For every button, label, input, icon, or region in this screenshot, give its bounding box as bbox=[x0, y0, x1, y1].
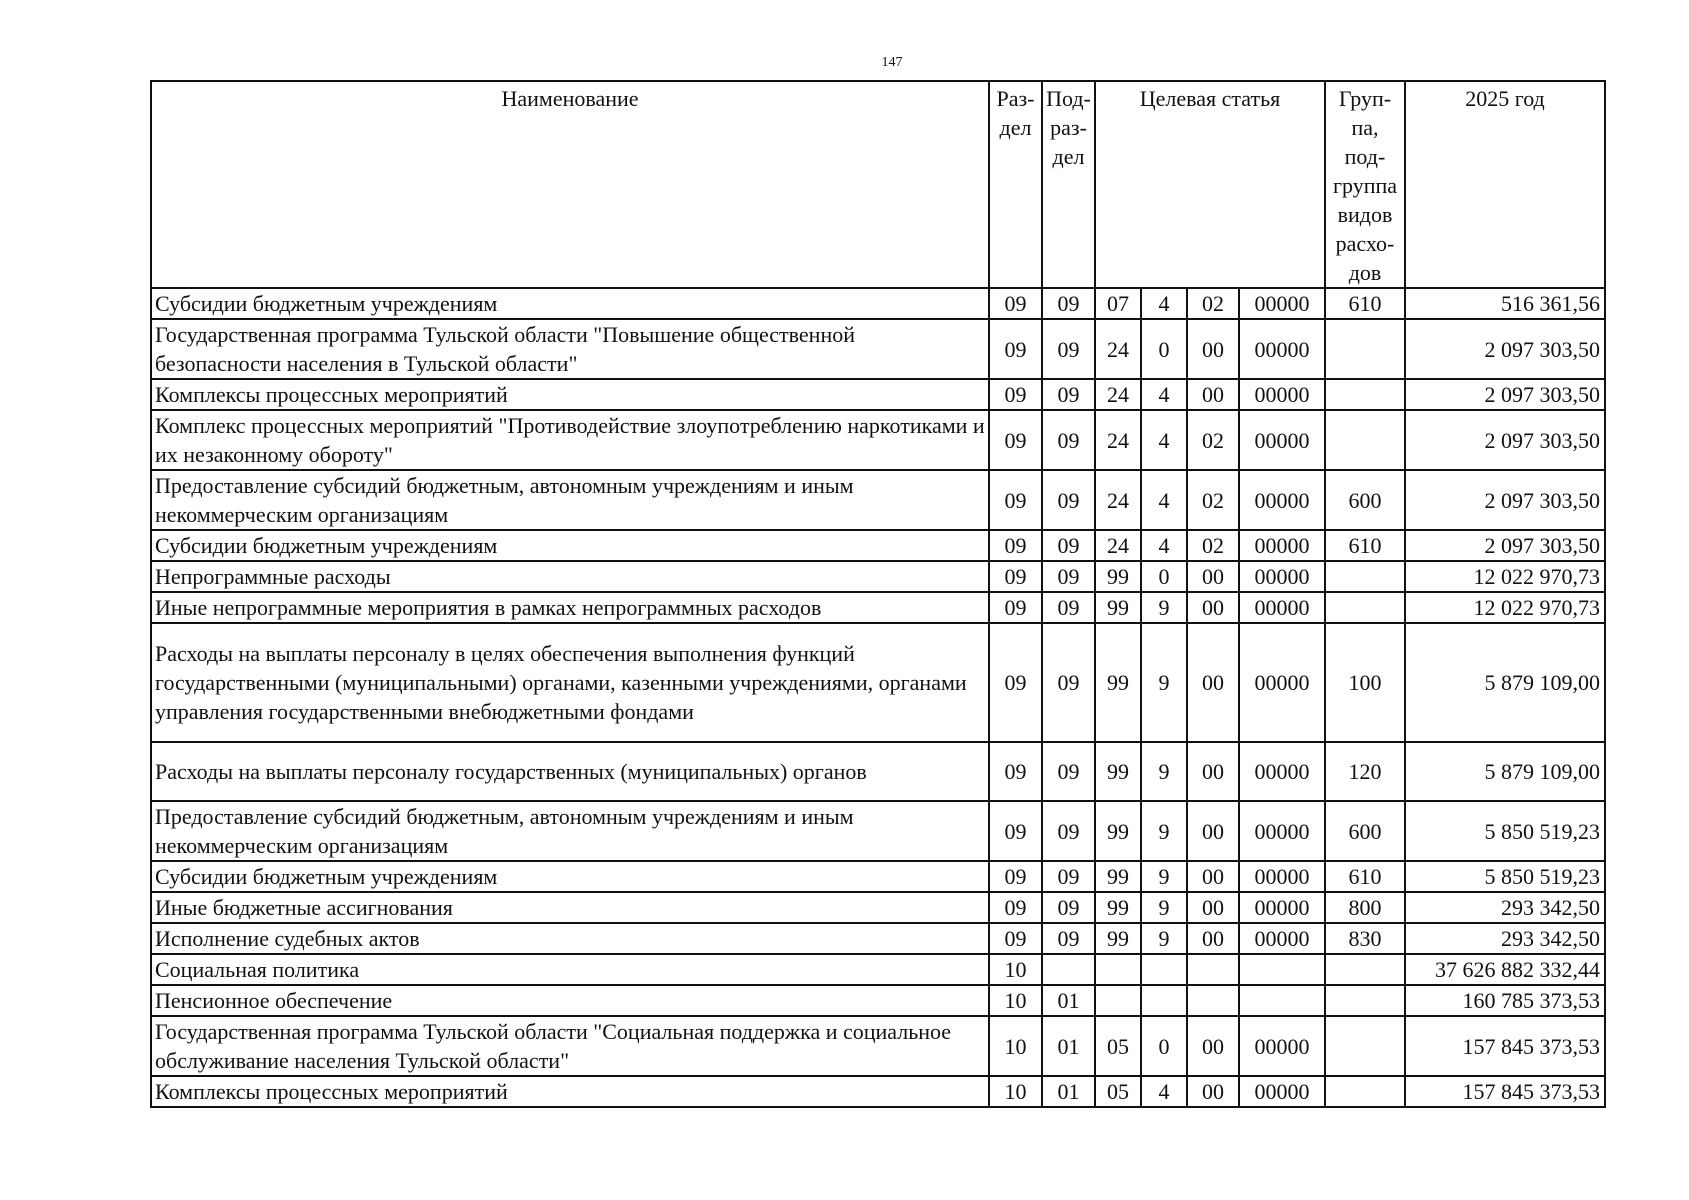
header-celevaya-statya: Целевая статья bbox=[1095, 81, 1325, 288]
table-row bbox=[151, 1016, 1605, 1076]
row-podrazdel bbox=[1042, 954, 1095, 985]
row-cs-program: 99 bbox=[1095, 923, 1141, 954]
table-row bbox=[151, 954, 1605, 985]
row-cs-program: 99 bbox=[1095, 892, 1141, 923]
row-podrazdel: 09 bbox=[1042, 530, 1095, 561]
row-vid-rashodov: 600 bbox=[1325, 801, 1405, 861]
row-cs-type: 9 bbox=[1141, 623, 1187, 742]
row-cs-structure: 02 bbox=[1187, 410, 1239, 470]
row-cs-program: 24 bbox=[1095, 410, 1141, 470]
row-razdel: 09 bbox=[989, 801, 1042, 861]
row-cs-structure: 00 bbox=[1187, 379, 1239, 410]
row-cs-program: 24 bbox=[1095, 470, 1141, 530]
budget-table bbox=[150, 80, 1606, 1108]
row-cs-structure: 02 bbox=[1187, 470, 1239, 530]
header-podrazdel: Под- раз- дел bbox=[1042, 81, 1095, 288]
row-sum-2025: 37 626 882 332,44 bbox=[1405, 954, 1605, 985]
row-vid-rashodov bbox=[1325, 561, 1405, 592]
row-razdel: 09 bbox=[989, 892, 1042, 923]
row-razdel: 09 bbox=[989, 623, 1042, 742]
row-vid-rashodov bbox=[1325, 954, 1405, 985]
row-cs-direction: 00000 bbox=[1239, 410, 1325, 470]
row-cs-direction: 00000 bbox=[1239, 530, 1325, 561]
row-vid-rashodov bbox=[1325, 379, 1405, 410]
row-podrazdel: 09 bbox=[1042, 742, 1095, 801]
row-cs-type: 4 bbox=[1141, 1076, 1187, 1107]
row-cs-structure: 02 bbox=[1187, 530, 1239, 561]
table-row bbox=[151, 742, 1605, 801]
page-number: 147 bbox=[881, 55, 903, 70]
row-name: Государственная программа Тульской области "Повышение общественной безопасности населения в Тульской области" bbox=[151, 319, 989, 379]
row-name: Субсидии бюджетным учреждениям bbox=[151, 530, 989, 561]
table-row bbox=[151, 892, 1605, 923]
row-sum-2025: 293 342,50 bbox=[1405, 892, 1605, 923]
row-cs-structure: 00 bbox=[1187, 592, 1239, 623]
row-vid-rashodov: 100 bbox=[1325, 623, 1405, 742]
row-cs-structure bbox=[1187, 954, 1239, 985]
row-name: Иные непрограммные мероприятия в рамках непрограммных расходов bbox=[151, 592, 989, 623]
row-cs-direction: 00000 bbox=[1239, 288, 1325, 319]
header-gruppa: Груп- па, под- группа видов расхо- дов bbox=[1325, 81, 1405, 288]
row-sum-2025: 5 850 519,23 bbox=[1405, 861, 1605, 892]
row-cs-type: 4 bbox=[1141, 470, 1187, 530]
row-podrazdel: 09 bbox=[1042, 623, 1095, 742]
table-row bbox=[151, 801, 1605, 861]
row-name: Государственная программа Тульской области "Социальная поддержка и социальное обслуживание населения Тульской области" bbox=[151, 1016, 989, 1076]
table-row bbox=[151, 530, 1605, 561]
row-name: Исполнение судебных актов bbox=[151, 923, 989, 954]
row-cs-program: 99 bbox=[1095, 561, 1141, 592]
row-cs-program: 99 bbox=[1095, 592, 1141, 623]
row-cs-direction: 00000 bbox=[1239, 470, 1325, 530]
table-row bbox=[151, 985, 1605, 1016]
row-cs-direction: 00000 bbox=[1239, 623, 1325, 742]
table-row bbox=[151, 379, 1605, 410]
row-cs-direction: 00000 bbox=[1239, 923, 1325, 954]
header-year: 2025 год bbox=[1405, 81, 1605, 288]
row-cs-type: 4 bbox=[1141, 530, 1187, 561]
row-cs-direction: 00000 bbox=[1239, 892, 1325, 923]
row-razdel: 09 bbox=[989, 861, 1042, 892]
table-row bbox=[151, 470, 1605, 530]
row-name: Комплекс процессных мероприятий "Противодействие злоупотреблению наркотиками и их незаконному обороту" bbox=[151, 410, 989, 470]
row-sum-2025: 5 879 109,00 bbox=[1405, 623, 1605, 742]
row-sum-2025: 2 097 303,50 bbox=[1405, 319, 1605, 379]
row-vid-rashodov: 610 bbox=[1325, 861, 1405, 892]
row-name: Иные бюджетные ассигнования bbox=[151, 892, 989, 923]
row-name: Субсидии бюджетным учреждениям bbox=[151, 288, 989, 319]
row-cs-structure: 00 bbox=[1187, 319, 1239, 379]
row-name: Комплексы процессных мероприятий bbox=[151, 1076, 989, 1107]
row-podrazdel: 09 bbox=[1042, 288, 1095, 319]
row-name: Субсидии бюджетным учреждениям bbox=[151, 861, 989, 892]
row-cs-program bbox=[1095, 954, 1141, 985]
row-cs-type bbox=[1141, 985, 1187, 1016]
row-podrazdel: 01 bbox=[1042, 985, 1095, 1016]
table-row bbox=[151, 623, 1605, 742]
table-row bbox=[151, 410, 1605, 470]
row-sum-2025: 160 785 373,53 bbox=[1405, 985, 1605, 1016]
row-podrazdel: 09 bbox=[1042, 892, 1095, 923]
row-cs-direction: 00000 bbox=[1239, 861, 1325, 892]
row-cs-direction: 00000 bbox=[1239, 379, 1325, 410]
table-row bbox=[151, 288, 1605, 319]
row-cs-type: 0 bbox=[1141, 561, 1187, 592]
table-row bbox=[151, 861, 1605, 892]
row-cs-structure: 00 bbox=[1187, 742, 1239, 801]
row-sum-2025: 2 097 303,50 bbox=[1405, 530, 1605, 561]
row-cs-structure: 00 bbox=[1187, 861, 1239, 892]
row-cs-structure: 02 bbox=[1187, 288, 1239, 319]
table-header-row bbox=[151, 81, 1605, 288]
row-cs-program: 99 bbox=[1095, 742, 1141, 801]
row-cs-type: 9 bbox=[1141, 801, 1187, 861]
table-row bbox=[151, 923, 1605, 954]
row-name: Предоставление субсидий бюджетным, автономным учреждениям и иным некоммерческим организациям bbox=[151, 470, 989, 530]
row-cs-direction: 00000 bbox=[1239, 1016, 1325, 1076]
row-sum-2025: 12 022 970,73 bbox=[1405, 561, 1605, 592]
row-podrazdel: 09 bbox=[1042, 801, 1095, 861]
row-sum-2025: 2 097 303,50 bbox=[1405, 379, 1605, 410]
row-razdel: 09 bbox=[989, 923, 1042, 954]
row-sum-2025: 2 097 303,50 bbox=[1405, 410, 1605, 470]
row-razdel: 09 bbox=[989, 592, 1042, 623]
row-cs-structure bbox=[1187, 985, 1239, 1016]
row-vid-rashodov bbox=[1325, 410, 1405, 470]
row-podrazdel: 09 bbox=[1042, 923, 1095, 954]
row-razdel: 09 bbox=[989, 319, 1042, 379]
row-sum-2025: 157 845 373,53 bbox=[1405, 1076, 1605, 1107]
header-name: Наименование bbox=[151, 81, 989, 288]
row-podrazdel: 09 bbox=[1042, 470, 1095, 530]
row-name: Пенсионное обеспечение bbox=[151, 985, 989, 1016]
row-cs-program bbox=[1095, 985, 1141, 1016]
row-razdel: 10 bbox=[989, 985, 1042, 1016]
row-sum-2025: 157 845 373,53 bbox=[1405, 1016, 1605, 1076]
row-razdel: 09 bbox=[989, 379, 1042, 410]
row-sum-2025: 12 022 970,73 bbox=[1405, 592, 1605, 623]
row-cs-type: 0 bbox=[1141, 319, 1187, 379]
row-razdel: 10 bbox=[989, 1016, 1042, 1076]
row-podrazdel: 01 bbox=[1042, 1016, 1095, 1076]
row-cs-program: 99 bbox=[1095, 801, 1141, 861]
row-sum-2025: 2 097 303,50 bbox=[1405, 470, 1605, 530]
row-vid-rashodov bbox=[1325, 1076, 1405, 1107]
table-row bbox=[151, 319, 1605, 379]
row-name: Расходы на выплаты персоналу в целях обеспечения выполнения функций государственными (муниципальными) органами, казенными учреждениями, органами управления государственными внебюджетными фондами bbox=[151, 623, 989, 742]
row-cs-structure: 00 bbox=[1187, 801, 1239, 861]
row-name: Расходы на выплаты персоналу государственных (муниципальных) органов bbox=[151, 742, 989, 801]
row-podrazdel: 09 bbox=[1042, 592, 1095, 623]
row-razdel: 09 bbox=[989, 561, 1042, 592]
row-cs-type: 9 bbox=[1141, 923, 1187, 954]
row-cs-direction: 00000 bbox=[1239, 742, 1325, 801]
row-podrazdel: 09 bbox=[1042, 319, 1095, 379]
row-cs-program: 24 bbox=[1095, 530, 1141, 561]
row-cs-structure: 00 bbox=[1187, 1076, 1239, 1107]
row-cs-type: 9 bbox=[1141, 861, 1187, 892]
row-vid-rashodov: 800 bbox=[1325, 892, 1405, 923]
row-vid-rashodov: 830 bbox=[1325, 923, 1405, 954]
row-cs-program: 24 bbox=[1095, 379, 1141, 410]
table-row bbox=[151, 561, 1605, 592]
row-cs-direction: 00000 bbox=[1239, 1076, 1325, 1107]
row-cs-type: 4 bbox=[1141, 410, 1187, 470]
row-sum-2025: 5 850 519,23 bbox=[1405, 801, 1605, 861]
row-vid-rashodov bbox=[1325, 1016, 1405, 1076]
row-razdel: 09 bbox=[989, 470, 1042, 530]
row-cs-direction bbox=[1239, 954, 1325, 985]
row-podrazdel: 09 bbox=[1042, 379, 1095, 410]
row-cs-type: 4 bbox=[1141, 379, 1187, 410]
row-razdel: 10 bbox=[989, 1076, 1042, 1107]
row-vid-rashodov: 600 bbox=[1325, 470, 1405, 530]
row-cs-program: 07 bbox=[1095, 288, 1141, 319]
row-cs-program: 05 bbox=[1095, 1016, 1141, 1076]
table-row bbox=[151, 592, 1605, 623]
row-vid-rashodov bbox=[1325, 319, 1405, 379]
row-razdel: 09 bbox=[989, 410, 1042, 470]
row-cs-program: 24 bbox=[1095, 319, 1141, 379]
row-cs-program: 99 bbox=[1095, 861, 1141, 892]
row-cs-type: 9 bbox=[1141, 742, 1187, 801]
row-podrazdel: 09 bbox=[1042, 410, 1095, 470]
row-cs-structure: 00 bbox=[1187, 561, 1239, 592]
row-name: Социальная политика bbox=[151, 954, 989, 985]
row-cs-type: 9 bbox=[1141, 592, 1187, 623]
row-cs-structure: 00 bbox=[1187, 892, 1239, 923]
row-cs-type bbox=[1141, 954, 1187, 985]
row-sum-2025: 5 879 109,00 bbox=[1405, 742, 1605, 801]
row-vid-rashodov: 610 bbox=[1325, 530, 1405, 561]
row-cs-direction: 00000 bbox=[1239, 592, 1325, 623]
row-cs-direction: 00000 bbox=[1239, 561, 1325, 592]
row-cs-structure: 00 bbox=[1187, 623, 1239, 742]
row-name: Непрограммные расходы bbox=[151, 561, 989, 592]
row-cs-direction: 00000 bbox=[1239, 801, 1325, 861]
header-razdel: Раз- дел bbox=[989, 81, 1042, 288]
row-razdel: 09 bbox=[989, 288, 1042, 319]
row-cs-direction bbox=[1239, 985, 1325, 1016]
row-name: Предоставление субсидий бюджетным, автономным учреждениям и иным некоммерческим организациям bbox=[151, 801, 989, 861]
row-cs-direction: 00000 bbox=[1239, 319, 1325, 379]
row-cs-type: 0 bbox=[1141, 1016, 1187, 1076]
row-sum-2025: 516 361,56 bbox=[1405, 288, 1605, 319]
row-cs-program: 05 bbox=[1095, 1076, 1141, 1107]
row-podrazdel: 01 bbox=[1042, 1076, 1095, 1107]
row-podrazdel: 09 bbox=[1042, 561, 1095, 592]
row-razdel: 09 bbox=[989, 530, 1042, 561]
row-cs-type: 4 bbox=[1141, 288, 1187, 319]
row-vid-rashodov: 120 bbox=[1325, 742, 1405, 801]
row-cs-program: 99 bbox=[1095, 623, 1141, 742]
row-name: Комплексы процессных мероприятий bbox=[151, 379, 989, 410]
row-podrazdel: 09 bbox=[1042, 861, 1095, 892]
row-vid-rashodov bbox=[1325, 592, 1405, 623]
row-vid-rashodov bbox=[1325, 985, 1405, 1016]
row-sum-2025: 293 342,50 bbox=[1405, 923, 1605, 954]
row-razdel: 10 bbox=[989, 954, 1042, 985]
row-cs-structure: 00 bbox=[1187, 1016, 1239, 1076]
row-razdel: 09 bbox=[989, 742, 1042, 801]
row-vid-rashodov: 610 bbox=[1325, 288, 1405, 319]
row-cs-type: 9 bbox=[1141, 892, 1187, 923]
row-cs-structure: 00 bbox=[1187, 923, 1239, 954]
table-row bbox=[151, 1076, 1605, 1107]
